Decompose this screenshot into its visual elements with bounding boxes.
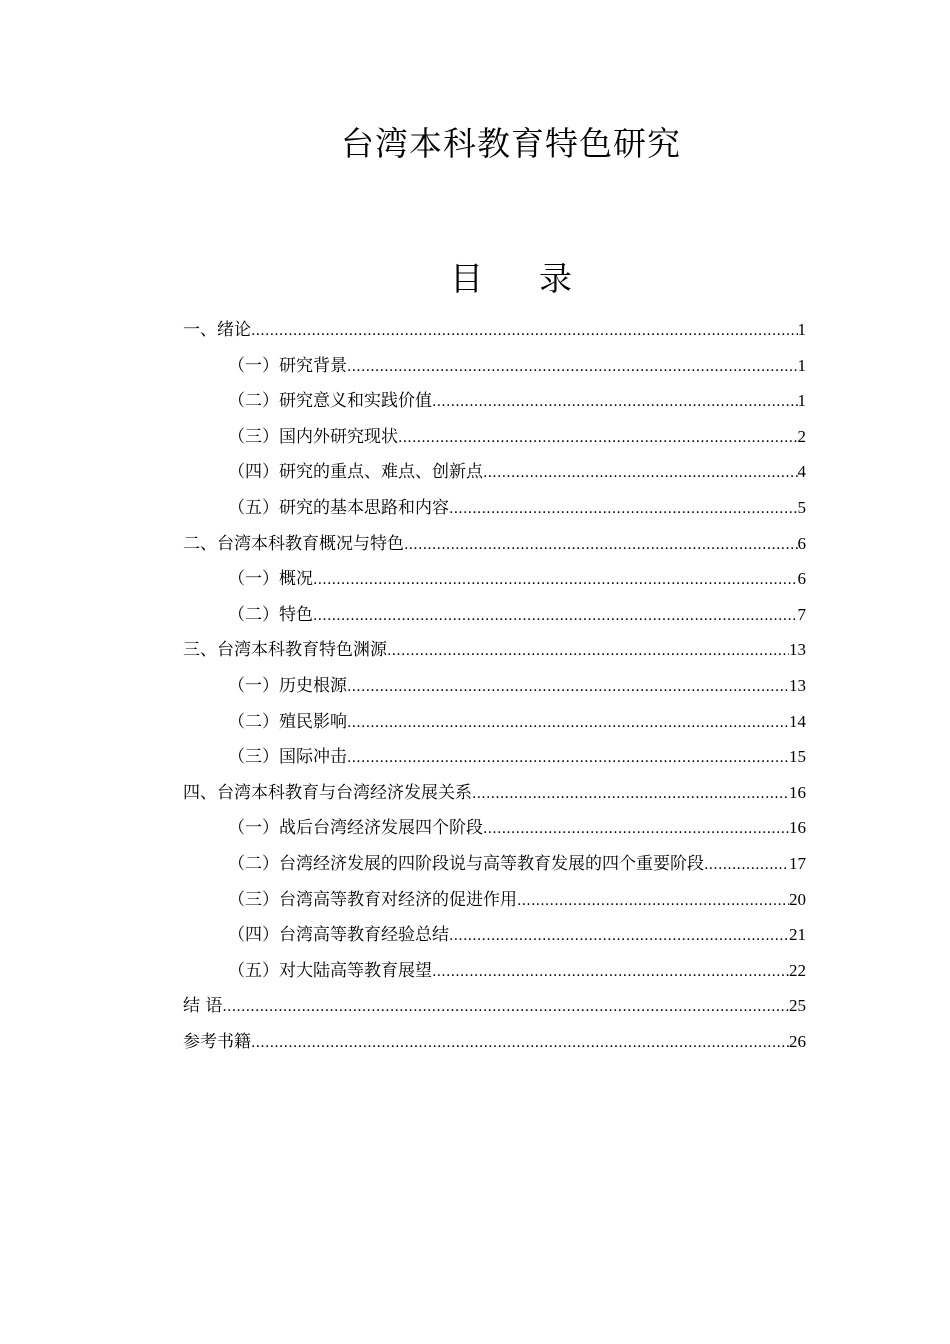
toc-entry-label: （一）概况 bbox=[228, 569, 313, 590]
toc-entry-label: （一）历史根源 bbox=[228, 675, 347, 696]
toc-entry-label: （二）台湾经济发展的四阶段说与高等教育发展的四个重要阶段 bbox=[228, 853, 704, 874]
toc-page-number: 14 bbox=[789, 711, 806, 731]
toc-entry-label: （四）台湾高等教育经验总结 bbox=[228, 925, 449, 946]
toc-page-number: 7 bbox=[797, 604, 806, 624]
toc-heading-char-1: 目 bbox=[450, 259, 483, 298]
toc-section-entry[interactable] bbox=[183, 810, 806, 846]
toc-page-number: 26 bbox=[789, 1031, 806, 1051]
toc-section-entry[interactable] bbox=[183, 668, 806, 704]
toc-entry-label: 二、台湾本科教育概况与特色 bbox=[183, 533, 404, 554]
toc-chapter-entry[interactable] bbox=[183, 1024, 806, 1060]
toc-chapter-entry[interactable] bbox=[183, 988, 806, 1024]
toc-section-entry[interactable] bbox=[183, 953, 806, 989]
toc-section-entry[interactable] bbox=[183, 597, 806, 633]
toc-chapter-entry[interactable] bbox=[183, 526, 806, 562]
toc-chapter-entry[interactable] bbox=[183, 775, 806, 811]
toc-dot-leader bbox=[398, 421, 798, 457]
toc-dot-leader bbox=[432, 955, 789, 991]
toc-section-entry[interactable] bbox=[183, 846, 806, 882]
toc-dot-leader bbox=[251, 1026, 789, 1062]
toc-section-entry[interactable] bbox=[183, 704, 806, 740]
toc-dot-leader bbox=[347, 741, 789, 777]
toc-entry-label: （三）国际冲击 bbox=[228, 747, 347, 768]
toc-page-number: 1 bbox=[797, 391, 806, 411]
toc-section-entry[interactable] bbox=[183, 419, 806, 455]
toc-dot-leader bbox=[404, 528, 798, 564]
toc-chapter-entry[interactable] bbox=[183, 312, 806, 348]
toc-dot-leader bbox=[313, 563, 798, 599]
toc-dot-leader bbox=[251, 314, 798, 350]
toc-entry-label: （三）台湾高等教育对经济的促进作用 bbox=[228, 889, 517, 910]
toc-dot-leader bbox=[483, 456, 798, 492]
toc-page-number: 21 bbox=[789, 925, 806, 945]
toc-dot-leader bbox=[517, 884, 789, 920]
toc-dot-leader bbox=[222, 990, 789, 1026]
toc-entry-label: 结 语 bbox=[183, 996, 223, 1017]
toc-dot-leader bbox=[704, 848, 789, 884]
toc-heading-char-2: 录 bbox=[539, 259, 572, 298]
toc-entry-label: 三、台湾本科教育特色渊源 bbox=[183, 640, 387, 661]
toc-page-number: 5 bbox=[797, 497, 806, 517]
toc-entry-label: （二）特色 bbox=[228, 604, 313, 625]
toc-entry-label: （五）研究的基本思路和内容 bbox=[228, 497, 449, 518]
toc-page-number: 17 bbox=[789, 853, 806, 873]
toc-section-entry[interactable] bbox=[183, 882, 806, 918]
toc-dot-leader bbox=[472, 777, 789, 813]
toc-entry-label: （一）研究背景 bbox=[228, 355, 347, 376]
table-of-contents bbox=[183, 312, 806, 1059]
toc-entry-label: （一）战后台湾经济发展四个阶段 bbox=[228, 818, 483, 839]
toc-dot-leader bbox=[432, 385, 798, 421]
toc-dot-leader bbox=[387, 634, 789, 670]
toc-dot-leader bbox=[347, 670, 789, 706]
toc-section-entry[interactable] bbox=[183, 917, 806, 953]
toc-page-number: 4 bbox=[797, 462, 806, 482]
toc-page-number: 6 bbox=[797, 569, 806, 589]
toc-page-number: 6 bbox=[797, 533, 806, 553]
toc-page-number: 20 bbox=[789, 889, 806, 909]
toc-dot-leader bbox=[449, 492, 798, 528]
toc-page-number: 16 bbox=[789, 782, 806, 802]
toc-page-number: 1 bbox=[797, 355, 806, 375]
toc-entry-label: 参考书籍 bbox=[183, 1031, 251, 1052]
toc-entry-label: （四）研究的重点、难点、创新点 bbox=[228, 462, 483, 483]
toc-section-entry[interactable] bbox=[183, 739, 806, 775]
toc-dot-leader bbox=[347, 350, 798, 386]
toc-entry-label: 一、绪论 bbox=[183, 320, 251, 340]
toc-entry-label: （二）研究意义和实践价值 bbox=[228, 391, 432, 412]
toc-dot-leader bbox=[313, 599, 798, 635]
toc-dot-leader bbox=[449, 919, 789, 955]
toc-page-number: 13 bbox=[789, 675, 806, 695]
toc-page-number: 22 bbox=[789, 960, 806, 980]
toc-dot-leader bbox=[347, 706, 789, 742]
toc-entry-label: （五）对大陆高等教育展望 bbox=[228, 960, 432, 981]
toc-section-entry[interactable] bbox=[183, 383, 806, 419]
toc-page-number: 13 bbox=[789, 640, 806, 660]
toc-entry-label: （二）殖民影响 bbox=[228, 711, 347, 732]
toc-heading bbox=[0, 253, 950, 300]
toc-page-number: 2 bbox=[797, 426, 806, 446]
toc-dot-leader bbox=[483, 812, 789, 848]
toc-section-entry[interactable] bbox=[183, 454, 806, 490]
toc-page-number: 15 bbox=[789, 747, 806, 767]
toc-section-entry[interactable] bbox=[183, 561, 806, 597]
toc-page-number: 1 bbox=[797, 320, 806, 339]
toc-section-entry[interactable] bbox=[183, 348, 806, 384]
toc-chapter-entry[interactable] bbox=[183, 632, 806, 668]
document-title: 台湾本科教育特色研究 bbox=[341, 124, 681, 163]
toc-entry-label: （三）国内外研究现状 bbox=[228, 426, 398, 447]
toc-section-entry[interactable] bbox=[183, 490, 806, 526]
toc-page-number: 16 bbox=[789, 818, 806, 838]
toc-page-number: 25 bbox=[789, 996, 806, 1016]
toc-entry-label: 四、台湾本科教育与台湾经济发展关系 bbox=[183, 782, 472, 803]
